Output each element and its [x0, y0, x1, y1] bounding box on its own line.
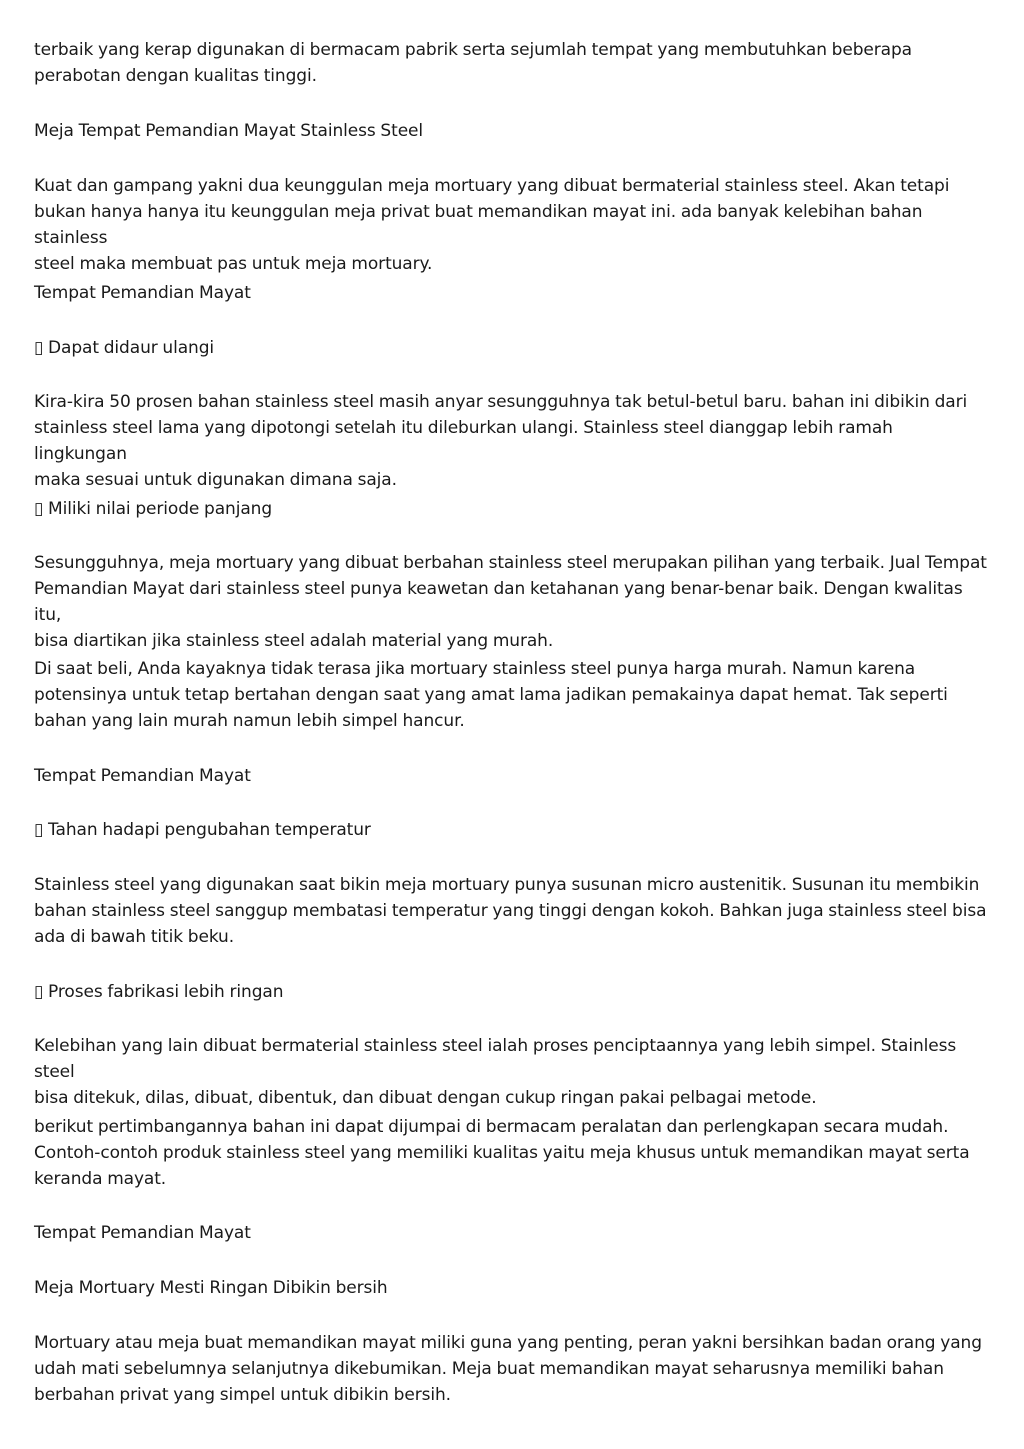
bullet-fabrikasi: ▯ Proses fabrikasi lebih ringan — [34, 982, 284, 1002]
bullet-tahan-temperatur: ▯ Tahan hadapi pengubahan temperatur — [34, 820, 371, 840]
bullet-nilai-periode: ▯ Miliki nilai periode panjang — [34, 499, 273, 519]
heading-tempat-pemandian-1: Tempat Pemandian Mayat — [34, 283, 251, 303]
paragraph-fabrikasi: Kelebihan yang lain dibuat bermaterial stainless steel ialah proses penciptaannya yang lebih simpel. Stainless steel bisa ditekuk, dilas, dibuat, dibentuk, dan dibuat dengan cukup ringan pakai pelbagai metode. — [34, 1036, 957, 1108]
paragraph-intro-continuation: terbaik yang kerap digunakan di bermacam pabrik serta sejumlah tempat yang membutuhkan beberapa perabotan dengan kualitas tinggi. — [34, 40, 912, 86]
paragraph-didaur-ulang: Kira-kira 50 prosen bahan stainless steel masih anyar sesungguhnya tak betul-betul baru. bahan ini dibikin dari stainless steel lama yang dipotongi setelah itu dileburkan ulangi. Stainless steel dianggap lebih ramah lingkungan maka sesuai untuk digunakan dimana saja. — [34, 392, 968, 490]
paragraph-mortuary: Mortuary atau meja buat memandikan mayat miliki guna yang penting, peran yakni bersihkan badan orang yang udah mati sebelumnya selanjutnya dikebumikan. Meja buat memandikan mayat seharusnya memiliki bahan berbahan privat yang simpel untuk dibikin bersih. — [34, 1333, 982, 1405]
paragraph-temperatur: Stainless steel yang digunakan saat bikin meja mortuary punya susunan micro austenitik. Susunan itu membikin bahan stainless steel sanggup membatasi temperatur yang tinggi dengan kokoh. Bahkan juga stainless steel bisa ada di bawah titik beku. — [34, 875, 987, 947]
heading-tempat-pemandian-3: Tempat Pemandian Mayat — [34, 1223, 251, 1243]
heading-meja-stainless: Meja Tempat Pemandian Mayat Stainless Steel — [34, 121, 424, 141]
paragraph-nilai-periode: Sesungguhnya, meja mortuary yang dibuat berbahan stainless steel merupakan pilihan yang terbaik. Jual Tempat Pemandian Mayat dari stainless steel punya keawetan dan ketahanan yang benar-benar baik. Dengan kwalitas itu, bisa diartikan jika stainless steel adalah material yang murah. — [34, 553, 987, 651]
bullet-didaur-ulang: ▯ Dapat didaur ulangi — [34, 338, 215, 358]
paragraph-harga-murah: Di saat beli, Anda kayaknya tidak terasa jika mortuary stainless steel punya harga murah. Namun karena potensinya untuk tetap bertahan dengan saat yang amat lama jadikan pemakainya dapat hemat. Tak seperti bahan yang lain murah namun lebih simpel hancur. — [34, 659, 948, 731]
paragraph-keunggulan: Kuat dan gampang yakni dua keunggulan meja mortuary yang dibuat bermaterial stainless steel. Akan tetapi bukan hanya hanya itu keunggulan meja privat buat memandikan mayat ini. ada banyak kelebihan bahan stainless steel maka membuat pas untuk meja mortuary. — [34, 176, 950, 274]
paragraph-pertimbangan: berikut pertimbangannya bahan ini dapat dijumpai di bermacam peralatan dan perlengkapan secara mudah. Contoh-contoh produk stainless steel yang memiliki kualitas yaitu meja khusus untuk memandikan mayat serta keranda mayat. — [34, 1117, 970, 1189]
heading-meja-mortuary: Meja Mortuary Mesti Ringan Dibikin bersih — [34, 1278, 388, 1298]
heading-tempat-pemandian-2: Tempat Pemandian Mayat — [34, 766, 251, 786]
